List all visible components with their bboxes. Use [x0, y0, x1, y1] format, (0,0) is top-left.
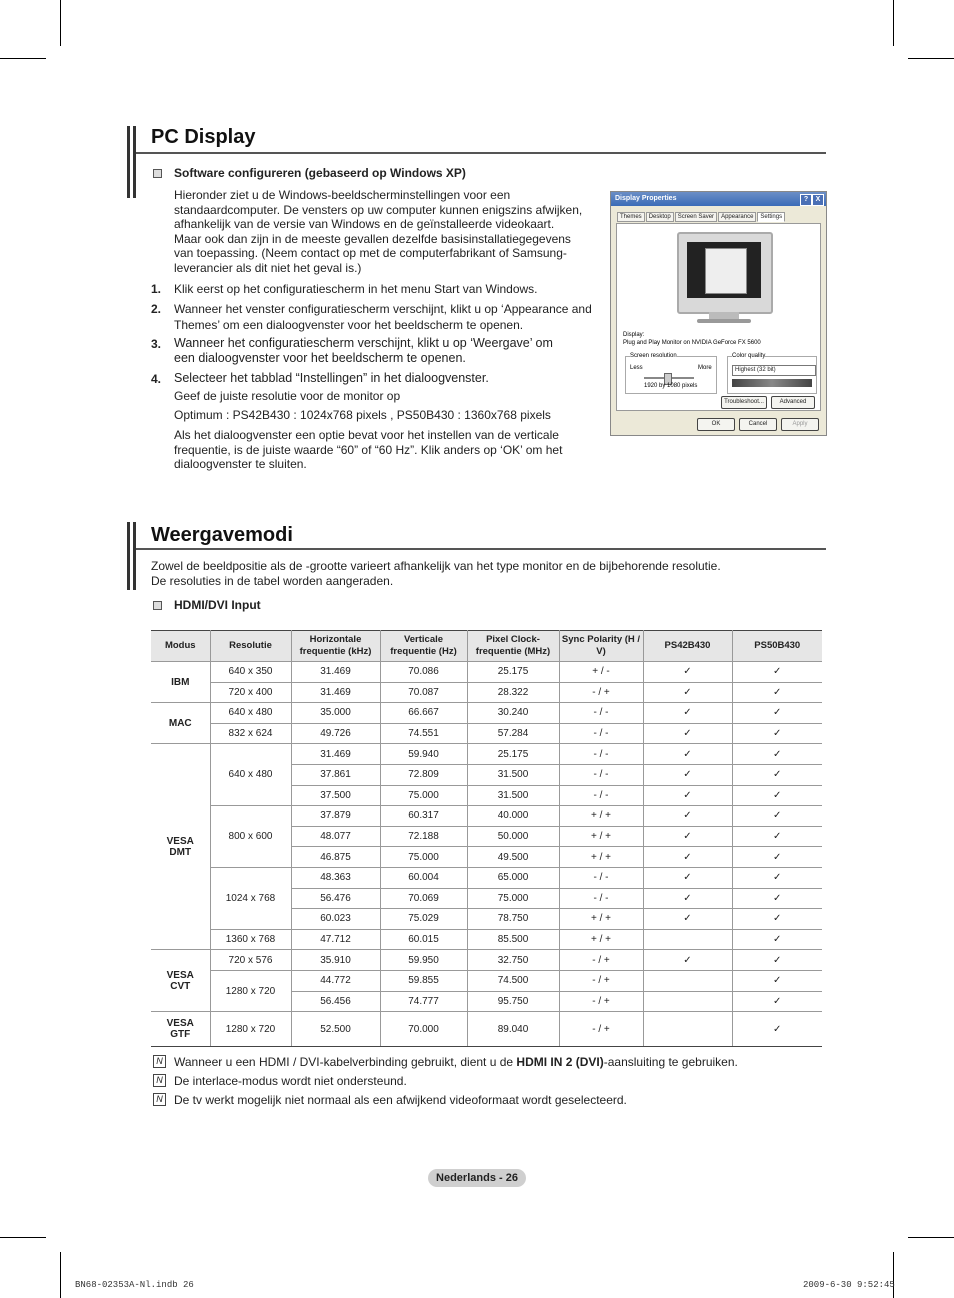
- table-cell: 35.000: [291, 703, 380, 724]
- table-cell: 37.879: [291, 806, 380, 827]
- column-header: Resolutie: [210, 631, 291, 662]
- crop-mark: [60, 0, 61, 46]
- table-cell: 40.000: [467, 806, 559, 827]
- step-number: 2.: [151, 302, 162, 316]
- step-number: 3.: [151, 337, 162, 351]
- display-properties-dialog: [610, 191, 827, 436]
- table-cell: - / +: [559, 1012, 643, 1047]
- table-cell: [643, 929, 732, 950]
- footer-timestamp: 2009-6-30 9:52:45: [803, 1280, 895, 1290]
- column-header: PS50B430: [732, 631, 822, 662]
- table-cell: 75.029: [380, 909, 467, 930]
- table-cell: 56.456: [291, 991, 380, 1012]
- advanced-button[interactable]: Advanced: [771, 396, 815, 409]
- tab-desktop[interactable]: Desktop: [646, 212, 674, 222]
- tab-screen-saver[interactable]: Screen Saver: [675, 212, 717, 222]
- table-row: [151, 723, 822, 744]
- table-cell: ✓: [732, 867, 822, 888]
- table-cell: ✓: [732, 950, 822, 971]
- table-cell: 720 x 576: [210, 950, 291, 971]
- table-cell: 30.240: [467, 703, 559, 724]
- section-title: Weergavemodi: [151, 524, 293, 546]
- display-value: Plug and Play Monitor on NVIDIA GeForce FX 5600: [623, 340, 761, 346]
- column-header: Horizontale frequentie (kHz): [291, 631, 380, 662]
- step-text: Wanneer het venster configuratiescherm verschijnt, klikt u op ‘Appearance and Themes’ om een dialoogvenster voor het beeldscherm te openen.: [174, 302, 592, 332]
- table-cell: ✓: [643, 867, 732, 888]
- column-header: PS42B430: [643, 631, 732, 662]
- table-cell: ✓: [643, 909, 732, 930]
- monitor-icon: [677, 232, 773, 314]
- table-cell: 1280 x 720: [210, 970, 291, 1011]
- table-cell: + / +: [559, 929, 643, 950]
- table-cell: [643, 970, 732, 991]
- dialog-titlebar: [611, 192, 826, 206]
- apply-button[interactable]: Apply: [781, 418, 819, 431]
- table-cell: 32.750: [467, 950, 559, 971]
- table-cell: 57.284: [467, 723, 559, 744]
- table-cell: - / -: [559, 703, 643, 724]
- table-cell: ✓: [732, 847, 822, 868]
- table-cell: ✓: [643, 662, 732, 683]
- note-icon: N: [153, 1055, 166, 1068]
- table-row: [151, 806, 822, 827]
- table-cell: 47.712: [291, 929, 380, 950]
- table-cell: 56.476: [291, 888, 380, 909]
- bullet-square: [153, 601, 162, 610]
- table-cell: 37.500: [291, 785, 380, 806]
- table-row: [151, 867, 822, 888]
- more-label: More: [698, 365, 712, 371]
- table-cell: 49.726: [291, 723, 380, 744]
- table-row: [151, 744, 822, 765]
- display-label: Display:: [623, 332, 645, 338]
- table-cell: ✓: [643, 764, 732, 785]
- table-cell: 28.322: [467, 682, 559, 703]
- table-cell: ✓: [732, 785, 822, 806]
- table-cell: 50.000: [467, 826, 559, 847]
- table-cell: ✓: [643, 806, 732, 827]
- table-cell: + / +: [559, 909, 643, 930]
- table-cell: ✓: [732, 723, 822, 744]
- table-cell: 72.188: [380, 826, 467, 847]
- table-cell: 72.809: [380, 764, 467, 785]
- table-cell: ✓: [643, 888, 732, 909]
- table-cell: 74.551: [380, 723, 467, 744]
- table-cell: ✓: [732, 682, 822, 703]
- table-cell: ✓: [732, 970, 822, 991]
- table-cell: 70.069: [380, 888, 467, 909]
- table-cell: 1360 x 768: [210, 929, 291, 950]
- step-text: Selecteer het tabblad “Instellingen” in het dialoogvenster.: [174, 371, 489, 385]
- settings-panel: [616, 223, 821, 411]
- crop-mark: [908, 58, 954, 59]
- table-cell: 60.317: [380, 806, 467, 827]
- tab-appearance[interactable]: Appearance: [718, 212, 756, 222]
- crop-mark: [893, 0, 894, 46]
- table-cell: - / +: [559, 970, 643, 991]
- tab-settings[interactable]: Settings: [757, 212, 785, 222]
- table-cell: ✓: [732, 744, 822, 765]
- table-cell: 31.469: [291, 682, 380, 703]
- table-cell: 48.363: [291, 867, 380, 888]
- table-cell: + / +: [559, 826, 643, 847]
- mode-cell: MAC: [151, 703, 210, 744]
- help-button[interactable]: ?: [800, 194, 812, 206]
- table-cell: 31.500: [467, 764, 559, 785]
- table-cell: ✓: [643, 950, 732, 971]
- table-cell: - / +: [559, 950, 643, 971]
- table-cell: ✓: [732, 1012, 822, 1047]
- step4-sub3: Als het dialoogvenster een optie bevat voor het instellen van de verticale frequentie, is de juiste waarde “60” of “60 Hz”. Klik anders op ‘OK’ om het dialoogvenster te sluiten.: [174, 428, 563, 472]
- table-cell: - / +: [559, 682, 643, 703]
- note-text: De tv werkt mogelijk niet normaal als een afwijkend videoformaat wordt geselecteerd.: [174, 1093, 627, 1107]
- note-text: Wanneer u een HDMI / DVI-kabelverbinding gebruikt, dient u de HDMI IN 2 (DVI)-aansluiting te gebruiken.: [174, 1055, 738, 1069]
- table-cell: 95.750: [467, 991, 559, 1012]
- crop-mark: [0, 58, 46, 59]
- table-cell: ✓: [732, 806, 822, 827]
- mode-cell: VESA DMT: [151, 744, 210, 950]
- crop-mark: [0, 1237, 46, 1238]
- table-cell: - / -: [559, 785, 643, 806]
- table-cell: ✓: [732, 764, 822, 785]
- table-cell: - / -: [559, 764, 643, 785]
- table-cell: ✓: [643, 744, 732, 765]
- table-cell: 31.469: [291, 662, 380, 683]
- table-cell: 832 x 624: [210, 723, 291, 744]
- table-cell: 89.040: [467, 1012, 559, 1047]
- crop-mark: [60, 1252, 61, 1298]
- resolution-label: Screen resolution: [630, 353, 677, 359]
- less-label: Less: [630, 365, 643, 371]
- table-cell: 74.777: [380, 991, 467, 1012]
- table-header-row: [151, 631, 822, 662]
- table-row: [151, 662, 822, 683]
- table-cell: 800 x 600: [210, 806, 291, 868]
- table-row: [151, 970, 822, 991]
- troubleshoot-button[interactable]: Troubleshoot...: [721, 396, 767, 409]
- table-cell: 70.086: [380, 662, 467, 683]
- table-row: [151, 929, 822, 950]
- table-row: [151, 682, 822, 703]
- column-header: Modus: [151, 631, 210, 662]
- table-cell: 59.855: [380, 970, 467, 991]
- monitor-base: [697, 319, 751, 323]
- column-header: Verticale frequentie (Hz): [380, 631, 467, 662]
- table-cell: + / -: [559, 662, 643, 683]
- section-title: PC Display: [151, 126, 256, 148]
- column-header: Pixel Clock-frequentie (MHz): [467, 631, 559, 662]
- close-button[interactable]: X: [812, 194, 824, 206]
- table-cell: 66.667: [380, 703, 467, 724]
- step-number: 4.: [151, 372, 162, 386]
- table-cell: 44.772: [291, 970, 380, 991]
- note-text: De interlace-modus wordt niet ondersteund.: [174, 1074, 407, 1088]
- table-cell: 59.940: [380, 744, 467, 765]
- color-quality-group: [727, 353, 817, 394]
- table-cell: 65.000: [467, 867, 559, 888]
- table-cell: 75.000: [380, 785, 467, 806]
- table-cell: ✓: [732, 826, 822, 847]
- table-cell: 35.910: [291, 950, 380, 971]
- note-icon: N: [153, 1093, 166, 1106]
- table-cell: ✓: [643, 847, 732, 868]
- table-cell: 70.000: [380, 1012, 467, 1047]
- table-cell: 60.015: [380, 929, 467, 950]
- table-cell: ✓: [643, 785, 732, 806]
- mode-cell: IBM: [151, 662, 210, 703]
- table-cell: ✓: [643, 826, 732, 847]
- cancel-button[interactable]: Cancel: [739, 418, 777, 431]
- table-cell: ✓: [732, 929, 822, 950]
- table-cell: 1024 x 768: [210, 867, 291, 929]
- table-cell: + / +: [559, 847, 643, 868]
- table-cell: - / +: [559, 991, 643, 1012]
- resolution-value: 1920 by 1080 pixels: [644, 383, 698, 389]
- table-cell: 640 x 350: [210, 662, 291, 683]
- table-cell: ✓: [643, 723, 732, 744]
- step-number: 1.: [151, 282, 162, 296]
- crop-mark: [908, 1237, 954, 1238]
- table-cell: - / -: [559, 867, 643, 888]
- table-cell: ✓: [643, 682, 732, 703]
- table-cell: 75.000: [380, 847, 467, 868]
- table-cell: 74.500: [467, 970, 559, 991]
- table-cell: ✓: [732, 662, 822, 683]
- note-icon: N: [153, 1074, 166, 1087]
- intro-paragraph: Hieronder ziet u de Windows-beeldscherminstellingen voor een standaardcomputer. De vensters op uw computer kunnen enigszins afwijken, afhankelijk van de versie van Windows en de geïnstalleerde videokaart. Maar ook dan zijn in de meeste gevallen dezelfde basisinstallatiegegevens van toepassing. (Neem contact op met de computerfabrikant of Samsung- leverancier als dit niet het geval is.): [174, 188, 583, 275]
- table-cell: 85.500: [467, 929, 559, 950]
- display-modes-table: [151, 630, 822, 1047]
- bullet-square: [153, 169, 162, 178]
- table-cell: 640 x 480: [210, 744, 291, 806]
- page-number-badge: Nederlands - 26: [428, 1169, 526, 1187]
- table-cell: 1280 x 720: [210, 1012, 291, 1047]
- table-row: [151, 1012, 822, 1047]
- step4-sub2: Optimum : PS42B430 : 1024x768 pixels , PS50B430 : 1360x768 pixels: [174, 408, 551, 422]
- color-bar: [732, 379, 812, 387]
- table-cell: 25.175: [467, 744, 559, 765]
- color-quality-select[interactable]: Highest (32 bit): [732, 365, 816, 376]
- table-cell: 49.500: [467, 847, 559, 868]
- table-cell: - / -: [559, 723, 643, 744]
- table-cell: 59.950: [380, 950, 467, 971]
- table-cell: ✓: [643, 703, 732, 724]
- table-cell: ✓: [732, 909, 822, 930]
- footer-file: BN68-02353A-Nl.indb 26: [75, 1280, 194, 1290]
- table-cell: - / -: [559, 888, 643, 909]
- table-cell: 640 x 480: [210, 703, 291, 724]
- table-cell: 60.023: [291, 909, 380, 930]
- step-text: Klik eerst op het configuratiescherm in het menu Start van Windows.: [174, 282, 538, 296]
- table-cell: 70.087: [380, 682, 467, 703]
- dialog-tabs: [617, 212, 785, 222]
- crop-mark: [893, 1252, 894, 1298]
- table-cell: 31.500: [467, 785, 559, 806]
- dialog-title: Display Properties: [615, 195, 677, 202]
- step-text: Wanneer het configuratiescherm verschijnt, klikt u op ‘Weergave’ om een dialoogvenster voor het beeldscherm te openen.: [174, 336, 553, 365]
- table-cell: [643, 991, 732, 1012]
- subheading: HDMI/DVI Input: [174, 598, 261, 612]
- table-cell: 75.000: [467, 888, 559, 909]
- mode-cell: VESA GTF: [151, 1012, 210, 1047]
- resolution-group: [625, 353, 717, 394]
- table-cell: ✓: [732, 991, 822, 1012]
- section2-intro: Zowel de beeldpositie als de -grootte varieert afhankelijk van het type monitor en de bijbehorende resolutie. De resoluties in de tabel worden aangeraden.: [151, 559, 721, 588]
- table-cell: [643, 1012, 732, 1047]
- table-row: [151, 950, 822, 971]
- step4-sub1: Geef de juiste resolutie voor de monitor op: [174, 389, 401, 403]
- table-cell: 48.077: [291, 826, 380, 847]
- mode-cell: VESA CVT: [151, 950, 210, 1012]
- table-row: [151, 703, 822, 724]
- tab-themes[interactable]: Themes: [617, 212, 645, 222]
- color-label: Color quality: [732, 353, 766, 359]
- table-cell: - / -: [559, 744, 643, 765]
- table-cell: 78.750: [467, 909, 559, 930]
- subheading: Software configureren (gebaseerd op Windows XP): [174, 166, 466, 180]
- column-header: Sync Polarity (H / V): [559, 631, 643, 662]
- table-cell: 25.175: [467, 662, 559, 683]
- table-cell: + / +: [559, 806, 643, 827]
- table-cell: 37.861: [291, 764, 380, 785]
- table-cell: 52.500: [291, 1012, 380, 1047]
- table-cell: 46.875: [291, 847, 380, 868]
- table-cell: 31.469: [291, 744, 380, 765]
- table-cell: ✓: [732, 703, 822, 724]
- table-cell: 60.004: [380, 867, 467, 888]
- ok-button[interactable]: OK: [697, 418, 735, 431]
- table-cell: ✓: [732, 888, 822, 909]
- table-cell: 720 x 400: [210, 682, 291, 703]
